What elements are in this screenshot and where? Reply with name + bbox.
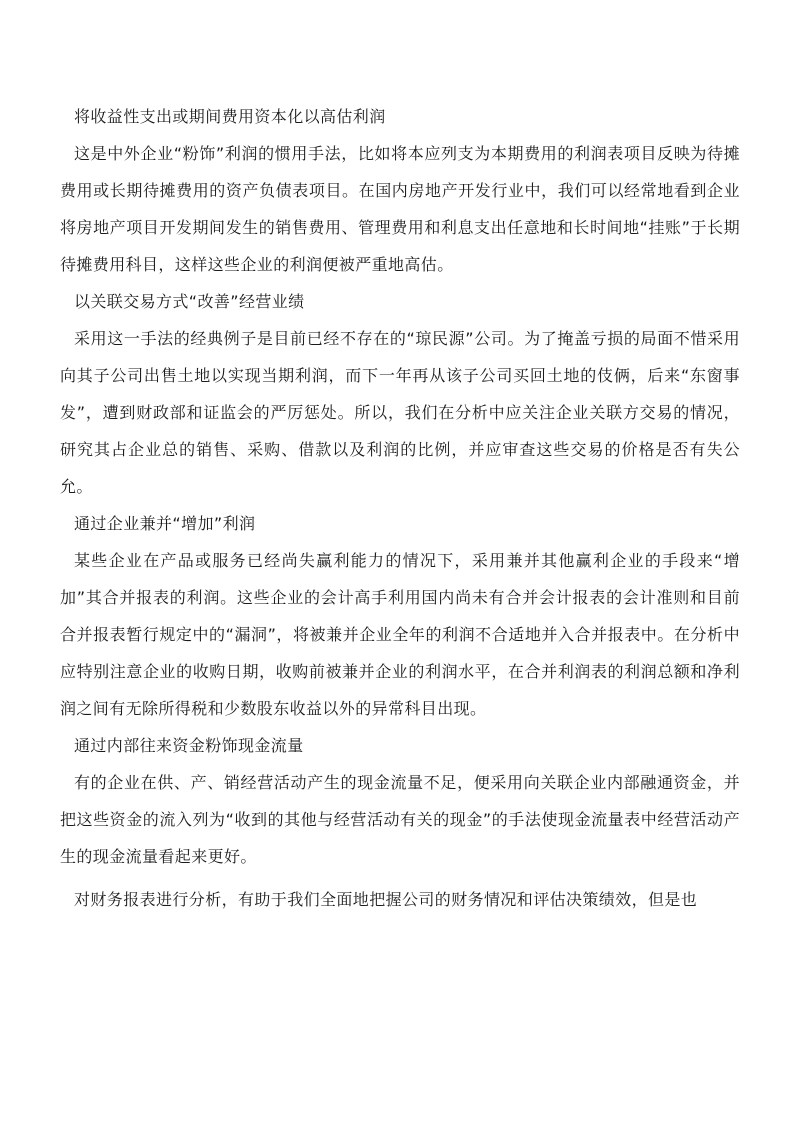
paragraph-capitalization: 这是中外企业“粉饰”利润的惯用手法，比如将本应列支为本期费用的利润表项目反映为待摊费用或长期待摊费用的资产负债表项目。在国内房地产开发行业中，我们可以经常地看到企业将房地产项目开发期间发生的销售费用、管理费用和利息支出任意地和长时间地“挂账”于长期待摊费用科目，这样这些企业的利润便被严重地高估。 bbox=[60, 144, 740, 274]
section-heading-cash-flow: 通过内部往来资金粉饰现金流量 bbox=[74, 736, 304, 755]
section-heading-capitalization: 将收益性支出或期间费用资本化以高估利润 bbox=[74, 107, 386, 126]
paragraph-related-party: 采用这一手法的经典例子是目前已经不存在的“琼民源”公司。为了掩盖亏损的局面不惜采用向其子公司出售土地以实现当期利润，而下一年再从该子公司买回土地的伎俩，后来“东窗事发”，遭到财政部和证监会的严厉惩处。所以，我们在分析中应关注企业关联方交易的情况，研究其占企业总的销售、采购、借款以及利润的比例，并应审查这些交易的价格是否有失公允。 bbox=[60, 329, 740, 496]
section-heading-merger: 通过企业兼并“增加”利润 bbox=[74, 514, 256, 533]
paragraph-merger: 某些企业在产品或服务已经尚失赢利能力的情况下，采用兼并其他赢利企业的手段来“增加”其合并报表的利润。这些企业的会计高手利用国内尚未有合并会计报表的会计准则和目前合并报表暂行规定中的“漏洞”，将被兼并企业全年的利润不合适地并入合并报表中。在分析中应特别注意企业的收购日期，收购前被兼并企业的利润水平，在合并利润表的利润总额和净利润之间有无除所得税和少数股东收益以外的异常科目出现。 bbox=[60, 551, 740, 718]
document-body bbox=[60, 98, 740, 918]
paragraph-cash-flow: 有的企业在供、产、销经营活动产生的现金流量不足，便采用向关联企业内部融通资金，并把这些资金的流入列为“收到的其他与经营活动有关的现金”的手法使现金流量表中经营活动产生的现金流量看起来更好。 bbox=[60, 773, 740, 866]
paragraph-conclusion: 对财务报表进行分析，有助于我们全面地把握公司的财务情况和评估决策绩效，但是也 bbox=[74, 890, 698, 909]
section-heading-related-party: 以关联交易方式“改善”经营业绩 bbox=[74, 292, 305, 311]
